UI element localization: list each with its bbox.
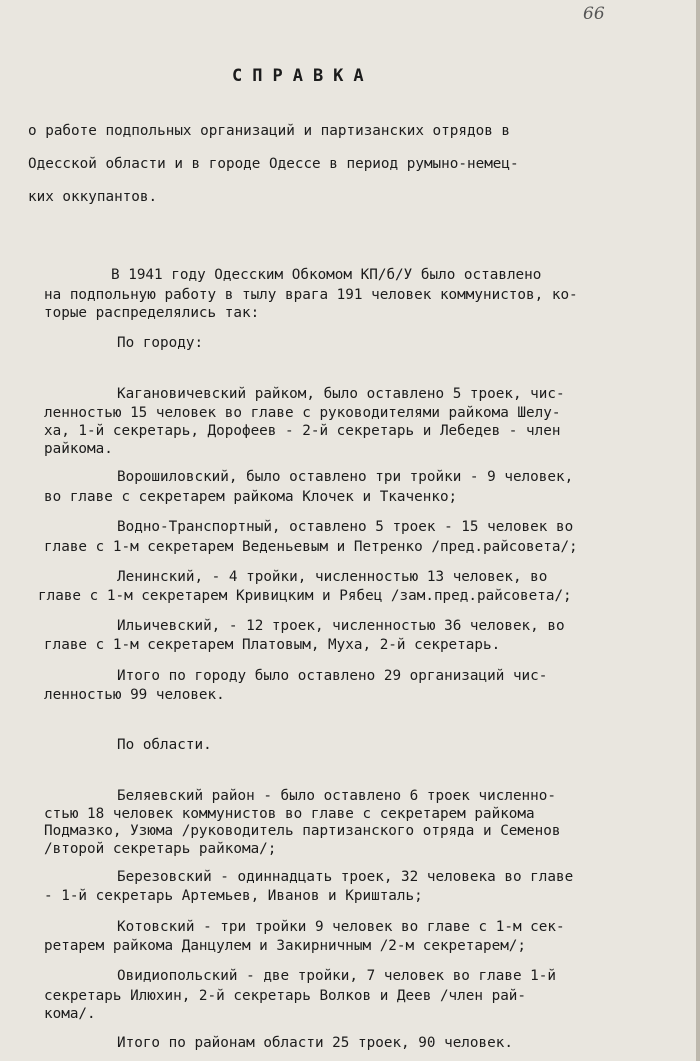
paragraph-line: главе с 1-м секретарем Кривицким и Рябец /зам.пред.райсовета/; [38,588,572,604]
region-heading: По области. [117,737,212,753]
paragraph-line: Березовский - одиннадцать троек, 32 человека во главе [117,869,574,885]
document-title: СПРАВКА [232,66,374,86]
paragraph-line: главе с 1-м секретарем Платовым, Муха, 2-й секретарь. [44,637,501,653]
paragraph-line: Итого по городу было оставлено 29 организаций чис- [117,668,548,684]
subtitle-line: Одесской области и в городе Одессе в период румыно-немец- [28,156,519,172]
paragraph-line: ленностью 15 человек во главе с руководителями райкома Шелу- [44,405,561,421]
paragraph-line: Ленинский, - 4 тройки, численностью 13 человек, во [117,569,548,585]
paragraph-line: во главе с секретарем райкома Клочек и Ткаченко; [44,489,458,505]
paragraph-line: кома/. [44,1006,96,1022]
paragraph-line: Котовский - три тройки 9 человек во главе с 1-м сек- [117,919,565,935]
paragraph-line: Ильичевский, - 12 троек, численностью 36 человек, во [117,618,565,634]
paragraph-line: секретарь Илюхин, 2-й секретарь Волков и Деев /член рай- [44,988,527,1004]
paragraph-line: ха, 1-й секретарь, Дорофеев - 2-й секретарь и Лебедев - член [44,423,561,439]
paragraph-line: Ворошиловский, было оставлено три тройки - 9 человек, [117,469,574,485]
paragraph-line: ленностью 99 человек. [44,687,225,703]
paragraph-line: райкома. [44,441,113,457]
paragraph-line: Овидиопольский - две тройки, 7 человек во главе 1-й [117,968,556,984]
paragraph-line: Подмазко, Узюма /руководитель партизанского отряда и Семенов [44,823,561,839]
intro-line: на подпольную работу в тылу врага 191 человек коммунистов, ко- [44,287,578,303]
paragraph-line: /второй секретарь райкома/; [44,841,277,857]
paragraph-line: ретарем райкома Данцулем и Закирничным /2-м секретарем/; [44,938,527,954]
subtitle-line: о работе подпольных организаций и партизанских отрядов в [28,123,511,139]
paragraph-line: Кагановичевский райком, было оставлено 5 троек, чис- [117,386,565,402]
paragraph-line: Беляевский район - было оставлено 6 троек численно- [117,788,556,804]
intro-line: В 1941 году Одесским Обкомом КП/б/У было оставлено [111,267,542,283]
subtitle-line: ких оккупантов. [28,189,158,205]
city-heading: По городу: [117,335,204,351]
paragraph-line: Водно-Транспортный, оставлено 5 троек - 15 человек во [117,519,574,535]
paragraph-line: Итого по районам области 25 троек, 90 человек. [117,1035,513,1051]
paragraph-line: главе с 1-м секретарем Веденьевым и Петренко /пред.райсовета/; [44,539,578,555]
page-number: 66 [583,4,605,24]
paragraph-line: стью 18 человек коммунистов во главе с секретарем райкома [44,806,535,822]
intro-line: торые распределялись так: [44,305,260,321]
page-edge [696,0,700,1061]
paragraph-line: - 1-й секретарь Артемьев, Иванов и Кришталь; [44,888,423,904]
